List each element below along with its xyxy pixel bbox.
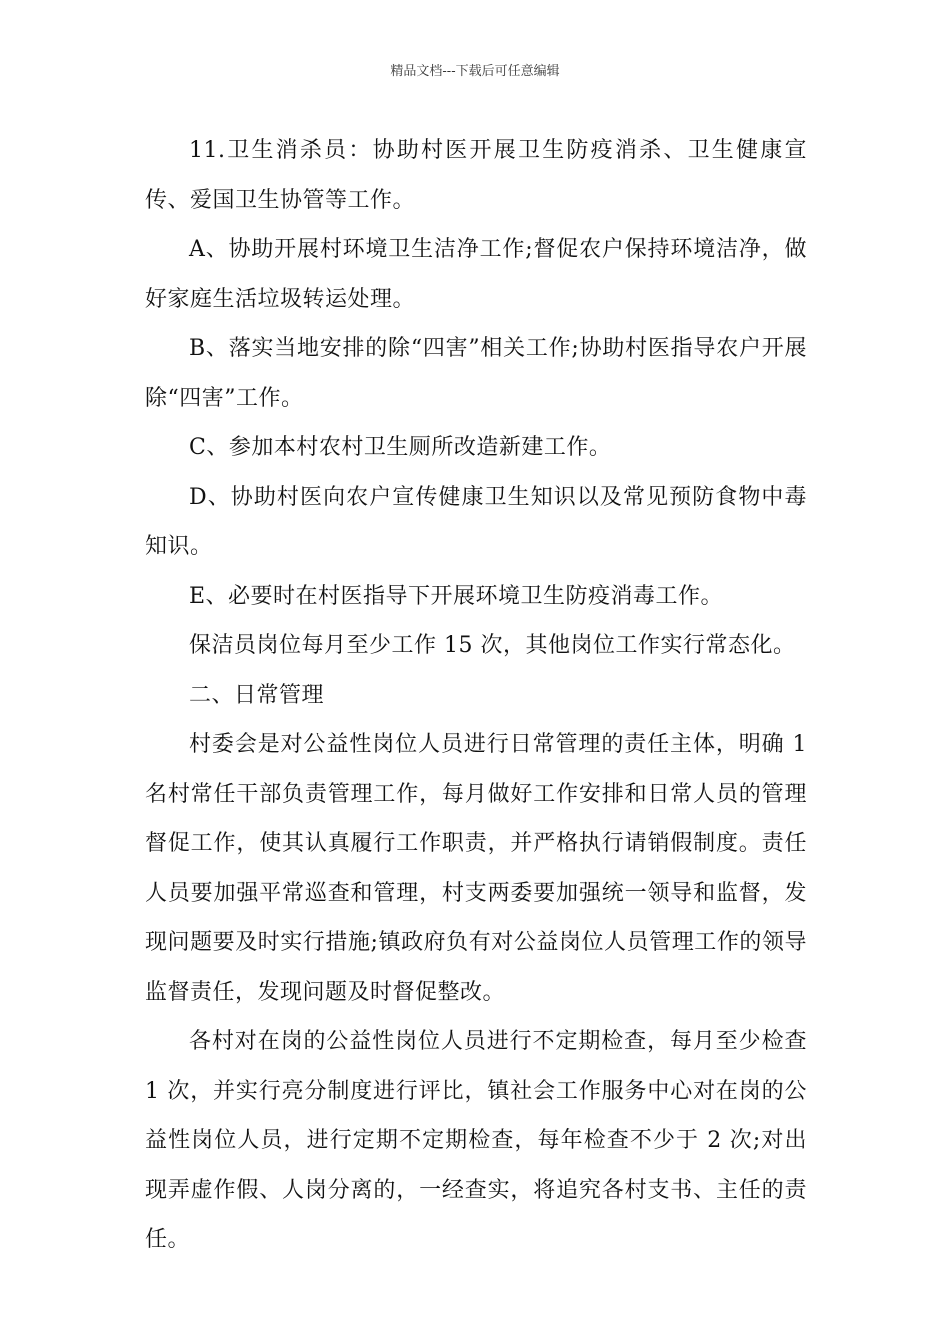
- paragraph-sanitation-worker: 11.卫生消杀员：协助村医开展卫生防疫消杀、卫生健康宣传、爱国卫生协管等工作。: [145, 138, 807, 213]
- paragraph-item-d: D、协助村医向农户宣传健康卫生知识以及常见预防食物中毒知识。: [145, 484, 807, 559]
- paragraph-cleaner-frequency: 保洁员岗位每月至少工作 15 次，其他岗位工作实行常态化。: [189, 633, 796, 658]
- page-header: 精品文档---下载后可任意编辑: [390, 64, 560, 79]
- paragraph-village-committee: 村委会是对公益性岗位人员进行日常管理的责任主体，明确 1 名村常任干部负责管理工作，每月做好工作安排和日常人员的管理督促工作，使其认真履行工作职责，并严格执行请销假制度。责任人员要加强平常巡查和管理，村支两委要加强统一领导和监督，发现问题要及时实行措施;镇政府负有对公益岗位人员管理工作的领导监督责任，发现问题及时督促整改。: [145, 732, 807, 1005]
- paragraph-inspection: 各村对在岗的公益性岗位人员进行不定期检查，每月至少检查 1 次，并实行亮分制度进行评比，镇社会工作服务中心对在岗的公益性岗位人员，进行定期不定期检查，每年检查不少于 2 次;对出现弄虚作假、人岗分离的，一经查实，将追究各村支书、主任的责任。: [145, 1029, 807, 1252]
- paragraph-item-c: C、参加本村农村卫生厕所改造新建工作。: [189, 435, 612, 460]
- paragraph-item-b: B、落实当地安排的除“四害”相关工作;协助村医指导农户开展除“四害”工作。: [145, 336, 807, 411]
- document-body: [145, 126, 807, 1265]
- section-heading-daily-management: 二、日常管理: [189, 682, 325, 708]
- paragraph-item-e: E、必要时在村医指导下开展环境卫生防疫消毒工作。: [189, 583, 724, 609]
- paragraph-item-a: A、协助开展村环境卫生洁净工作;督促农户保持环境洁净，做好家庭生活垃圾转运处理。: [145, 237, 807, 312]
